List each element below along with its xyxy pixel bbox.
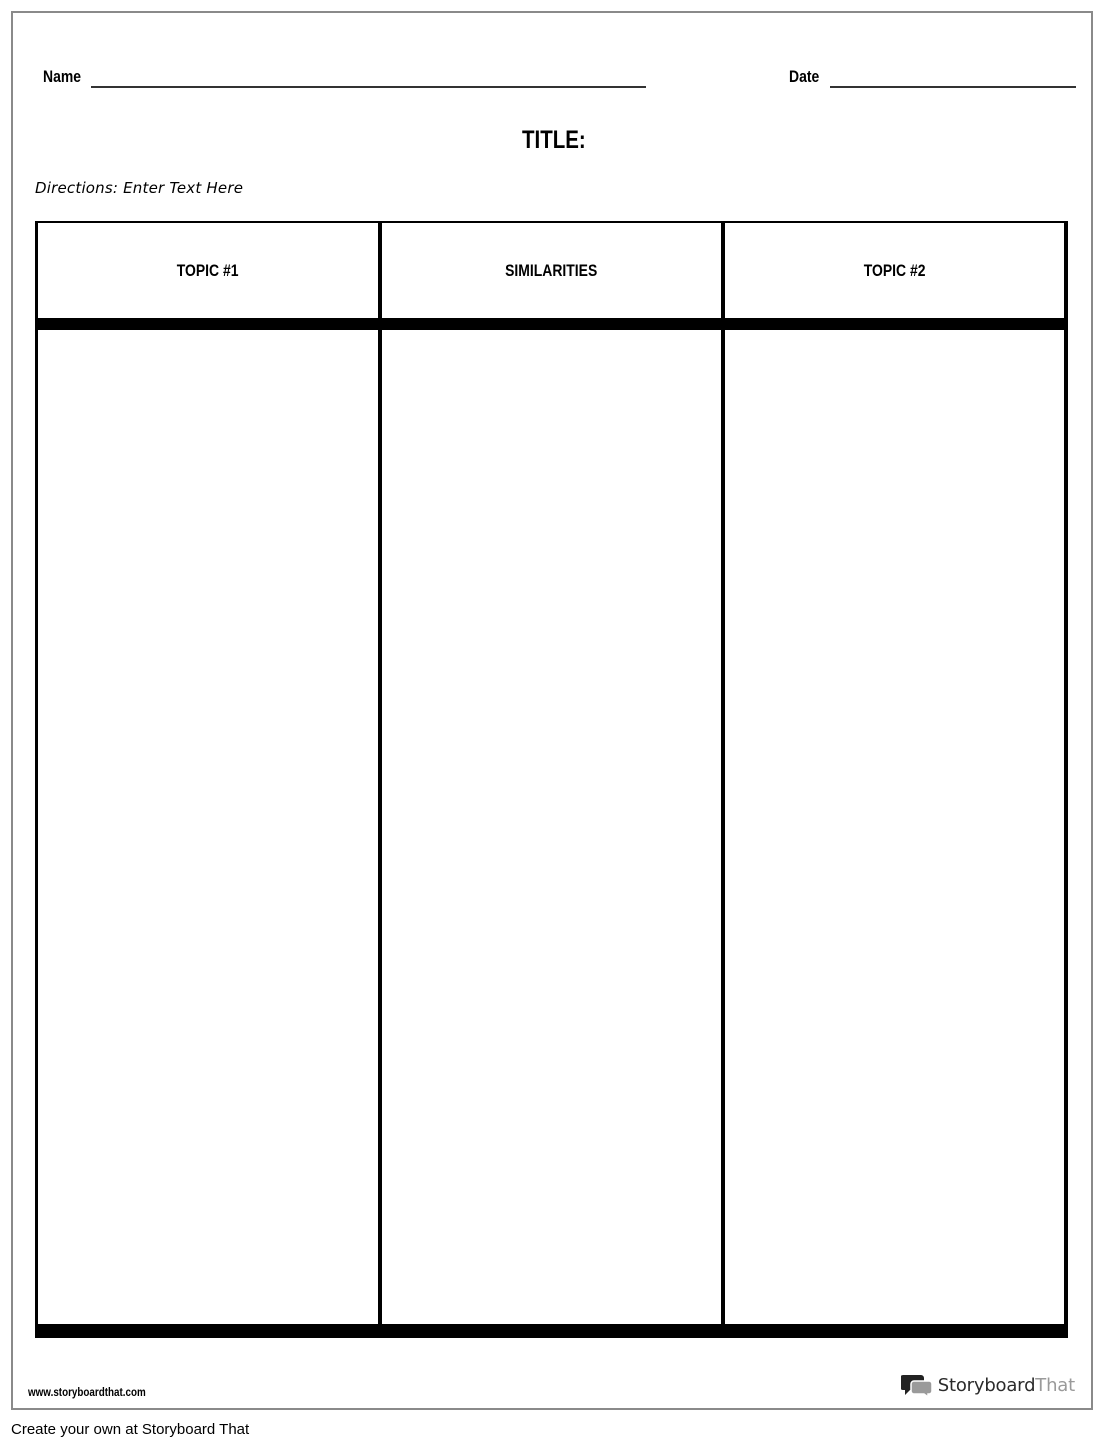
footer-url: www.storyboardthat.com (28, 1385, 146, 1399)
topic-2-cell[interactable] (725, 330, 1064, 1324)
create-your-own-link[interactable]: Create your own at Storyboard That (11, 1421, 250, 1438)
date-label: Date (789, 67, 820, 86)
speech-bubbles-icon (901, 1373, 933, 1397)
worksheet-page (11, 11, 1093, 1410)
name-label: Name (43, 67, 81, 86)
comparison-table (35, 221, 1068, 1338)
worksheet-title: TITLE: (522, 126, 586, 154)
similarities-cell[interactable] (382, 330, 721, 1324)
name-line[interactable] (91, 86, 646, 88)
logo-word-that: That (1035, 1374, 1075, 1396)
header-topic-1: TOPIC #1 (177, 260, 239, 280)
date-line[interactable] (830, 86, 1076, 88)
header-similarities: SIMILARITIES (505, 260, 598, 280)
directions-text: Directions: Enter Text Here (35, 179, 244, 197)
topic-1-cell[interactable] (38, 330, 378, 1324)
header-divider (38, 318, 1064, 330)
logo-word-storyboard: Storyboard (937, 1374, 1036, 1396)
header-topic-2: TOPIC #2 (863, 260, 926, 280)
storyboardthat-logo (901, 1373, 1075, 1397)
